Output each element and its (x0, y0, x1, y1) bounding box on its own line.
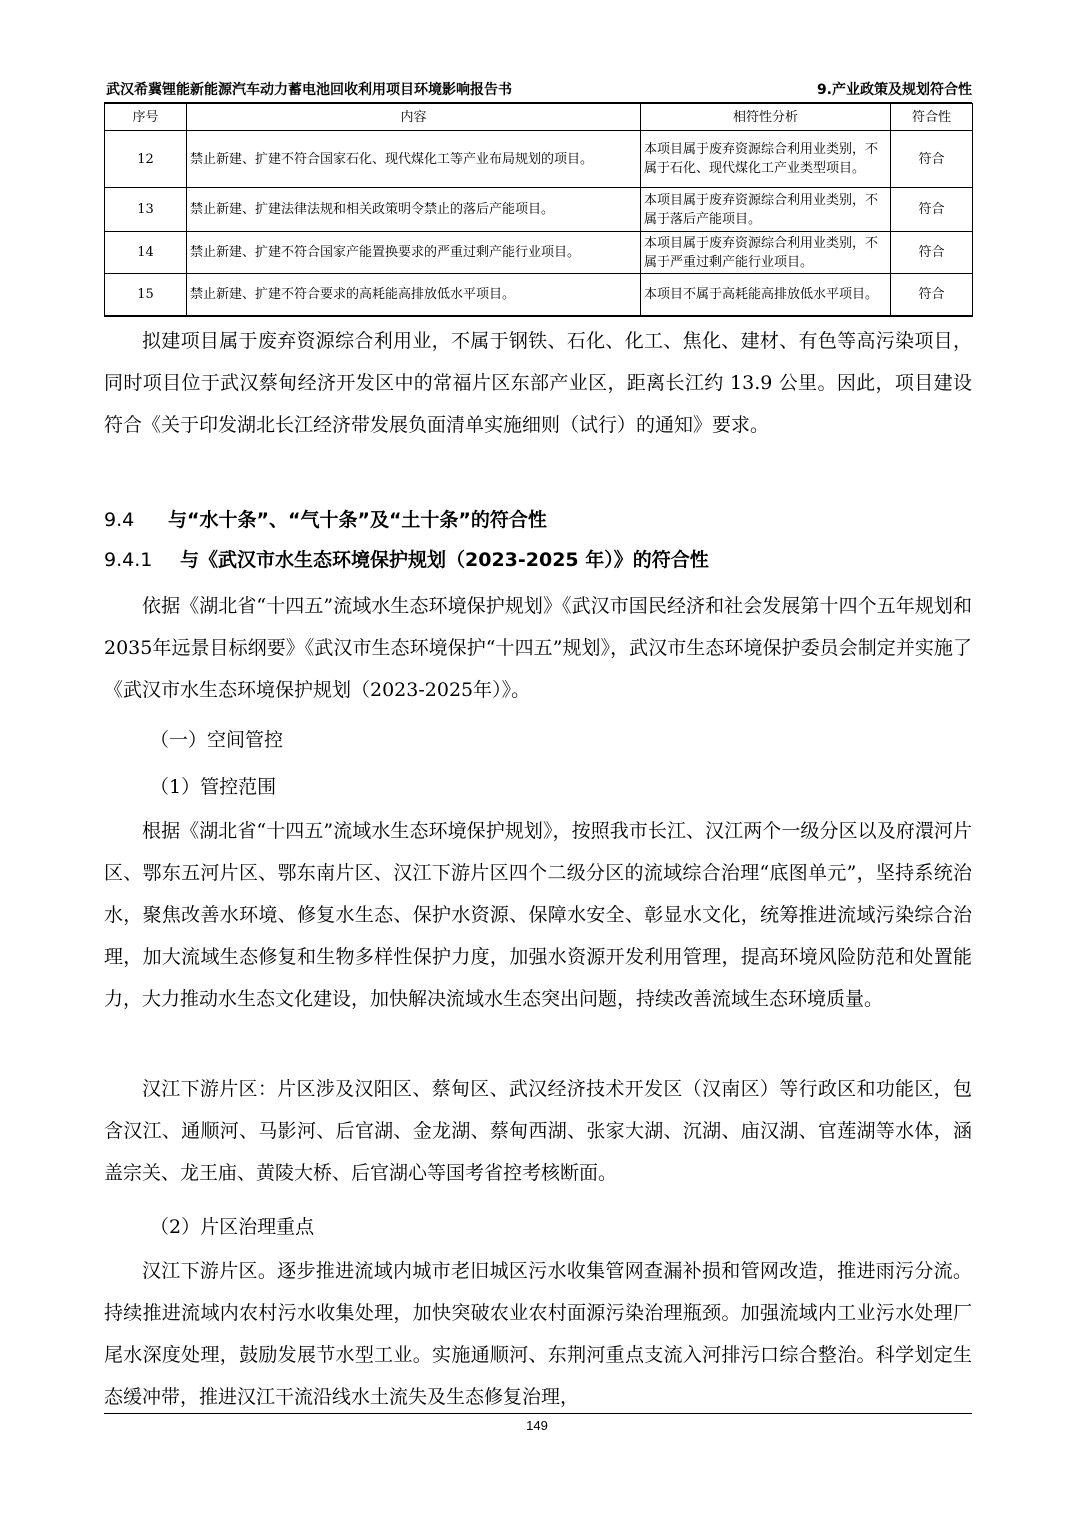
row-content: 禁止新建、扩建不符合要求的高耗能高排放低水平项目。 (187, 274, 641, 316)
row-content: 禁止新建、扩建法律法规和相关政策明令禁止的落后产能项目。 (187, 188, 641, 232)
row-result: 符合 (891, 131, 973, 188)
paragraph-governance-focus: 汉江下游片区。逐步推进流域内城市老旧城区污水收集管网查漏补损和管网改造，推进雨污分流。持续推进流域内农村污水收集处理，加快突破农业农村面源污染治理瓶颈。加强流域内工业污水处理厂尾水深度处理，鼓励发展节水型工业。实施通顺河、东荆河重点支流入河排污口综合整治。科学划定生态缓冲带，推进汉江干流沿线水土流失及生态修复治理， (104, 1260, 972, 1408)
subheading-governance-focus: （2）片区治理重点 (150, 1216, 315, 1238)
header-report-title: 武汉希冀锂能新能源汽车动力蓄电池回收利用项目环境影响报告书 (106, 82, 512, 98)
subheading-spatial-control: （一）空间管控 (150, 729, 284, 751)
table-row (105, 274, 973, 316)
row-no: 15 (105, 274, 187, 316)
table-row (105, 232, 973, 274)
compliance-table (104, 103, 973, 317)
header-chapter-title: 9.产业政策及规划符合性 (816, 82, 972, 98)
subheading-control-scope: （1）管控范围 (150, 776, 277, 798)
paragraph-hanjiang-area: 汉江下游片区：片区涉及汉阳区、蔡甸区、武汉经济技术开发区（汉南区）等行政区和功能区，包含汉江、通顺河、马影河、后官湖、金龙湖、蔡甸西湖、张家大湖、沉湖、庙汉湖、官莲湖等水体，涵盖宗关、龙王庙、黄陵大桥、后官湖心等国考省控考核断面。 (104, 1078, 972, 1184)
page-header (104, 76, 972, 103)
section-title: 与《武汉市水生态环境保护规划（2023-2025 年）》的符合性 (180, 549, 709, 571)
row-content: 禁止新建、扩建不符合国家产能置换要求的严重过剩产能行业项目。 (187, 232, 641, 274)
row-no: 13 (105, 188, 187, 232)
paragraph-project-summary: 拟建项目属于废弃资源综合利用业，不属于钢铁、石化、化工、焦化、建材、有色等高污染项目，同时项目位于武汉蔡甸经济开发区中的常福片区东部产业区，距离长江约 13.9 公里。因此，项目建设符合《关于印发湖北长江经济带发展负面清单实施细则（试行）的通知》要求。 (104, 330, 972, 436)
table-header-row (105, 104, 973, 131)
row-result: 符合 (891, 274, 973, 316)
col-header-analysis: 相符性分析 (641, 104, 891, 131)
table-row (105, 188, 973, 232)
row-content: 禁止新建、扩建不符合国家石化、现代煤化工等产业布局规划的项目。 (187, 131, 641, 188)
section-number: 9.4.1 (104, 549, 153, 571)
row-analysis: 本项目属于废弃资源综合利用业类别，不属于石化、现代煤化工产业类型项目。 (641, 131, 891, 188)
paragraph-control-scope: 根据《湖北省“十四五”流域水生态环境保护规划》，按照我市长江、汉江两个一级分区以及府澴河片区、鄂东五河片区、鄂东南片区、汉江下游片区四个二级分区的流域综合治理“底图单元”，坚持系统治水，聚焦改善水环境、修复水生态、保护水资源、保障水安全、彰显水文化，统筹推进流域污染综合治理，加大流域生态修复和生物多样性保护力度，加强水资源开发利用管理，提高环境风险防范和处置能力，大力推动水生态文化建设，加快解决流域水生态突出问题，持续改善流域生态环境质量。 (104, 820, 972, 1010)
row-analysis: 本项目属于废弃资源综合利用业类别，不属于严重过剩产能行业项目。 (641, 232, 891, 274)
section-heading-9-4 (104, 505, 547, 532)
page-number: 149 (526, 1418, 548, 1433)
row-analysis: 本项目不属于高耗能高排放低水平项目。 (641, 274, 891, 316)
section-title: 与“水十条”、“气十条”及“土十条”的符合性 (168, 509, 547, 531)
col-header-content: 内容 (187, 104, 641, 131)
footer-divider (104, 1413, 972, 1414)
row-no: 14 (105, 232, 187, 274)
section-heading-9-4-1 (104, 545, 709, 572)
paragraph-plan-basis: 依据《湖北省“十四五”流域水生态环境保护规划》《武汉市国民经济和社会发展第十四个五年规划和2035年远景目标纲要》《武汉市生态环境保护“十四五”规划》，武汉市生态环境保护委员会制定并实施了《武汉市水生态环境保护规划（2023-2025年）》。 (104, 595, 972, 701)
col-header-result: 符合性 (891, 104, 973, 131)
row-result: 符合 (891, 232, 973, 274)
row-analysis: 本项目属于废弃资源综合利用业类别，不属于落后产能项目。 (641, 188, 891, 232)
table-row (105, 131, 973, 188)
section-number: 9.4 (104, 509, 135, 531)
row-no: 12 (105, 131, 187, 188)
row-result: 符合 (891, 188, 973, 232)
col-header-no: 序号 (105, 104, 187, 131)
